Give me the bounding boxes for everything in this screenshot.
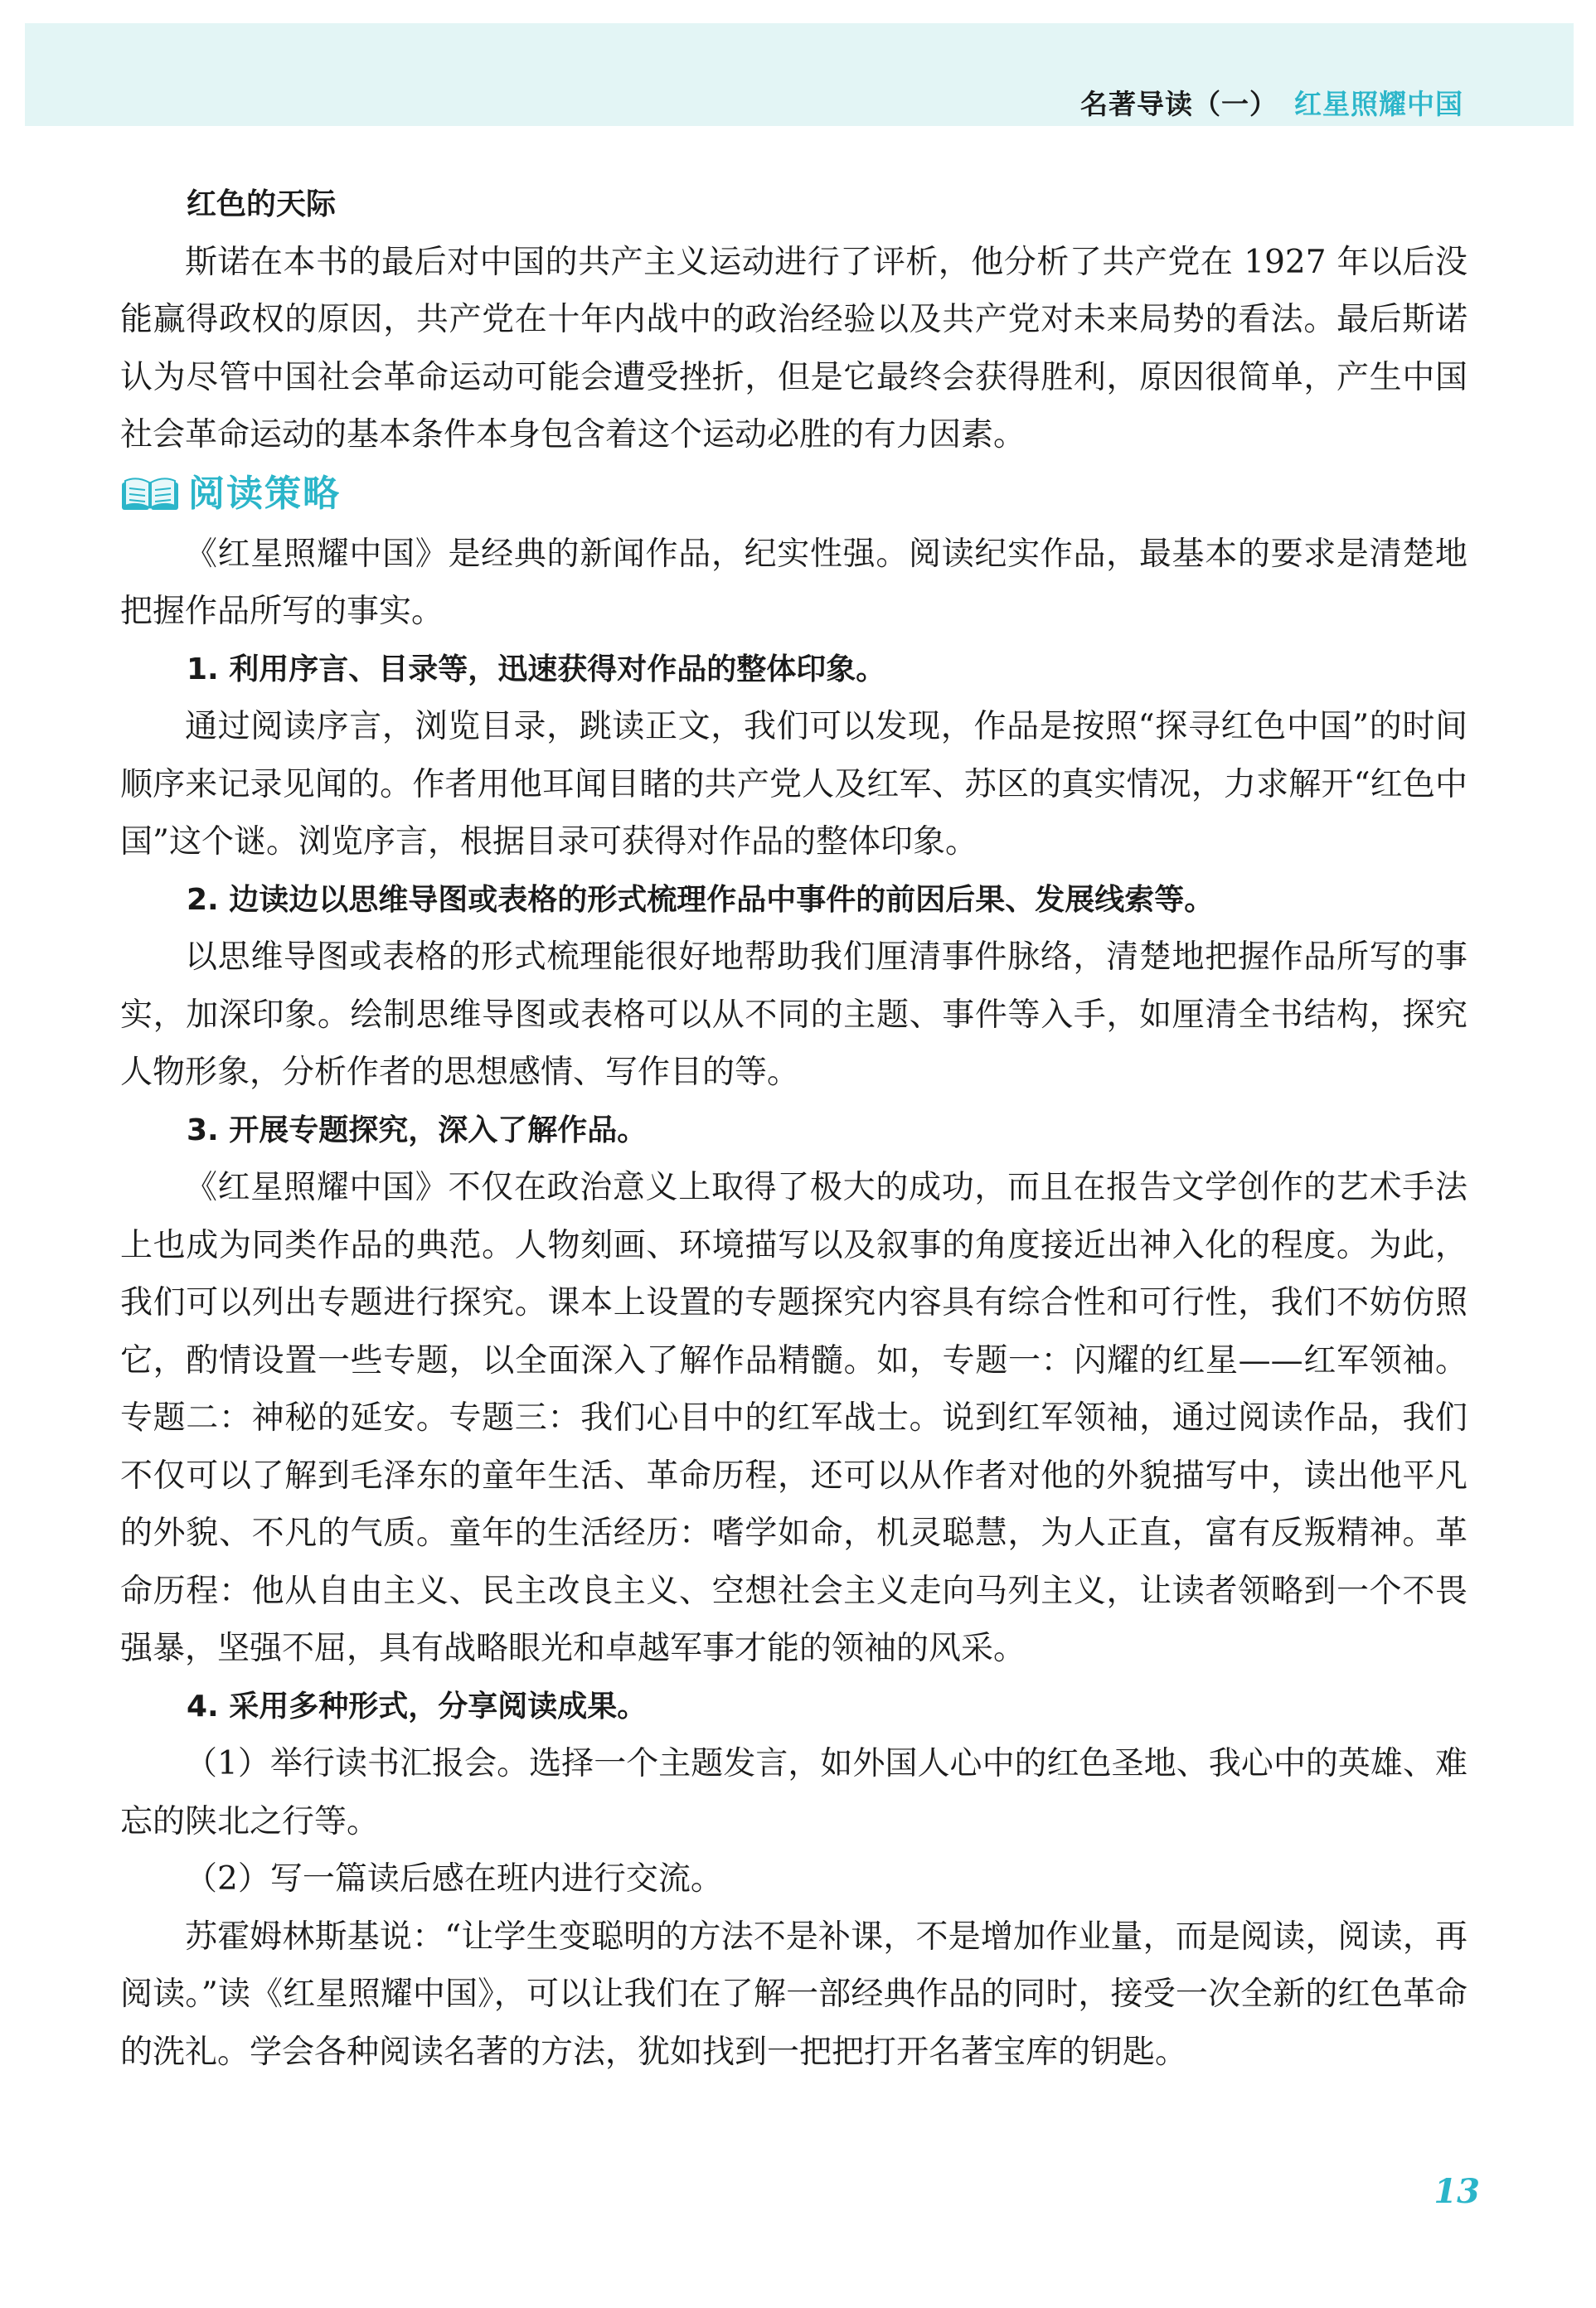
header-book-title: 红星照耀中国	[1294, 88, 1463, 120]
strategy-heading-4: 4. 采用多种形式，分享阅读成果。	[187, 1689, 648, 1724]
intro-paragraph: 斯诺在本书的最后对中国的共产主义运动进行了评析，他分析了共产党在 1927 年以后没能赢得政权的原因，共产党在十年内战中的政治经验以及共产党对未来局势的看法。最后斯诺认为尽管中国社会革命运动可能会遭受挫折，但是它最终会获得胜利，原因很简单，产生中国社会革命运动的基本条件本身包含着这个运动必胜的有力因素。	[120, 243, 1467, 453]
strategy-heading-1: 1. 利用序言、目录等，迅速获得对作品的整体印象。	[187, 652, 886, 686]
strategy-paragraph-3: 《红星照耀中国》不仅在政治意义上取得了极大的成功，而且在报告文学创作的艺术手法上也成为同类作品的典范。人物刻画、环境描写以及叙事的角度接近出神入化的程度。为此，我们可以列出专题进行探究。课本上设置的专题探究内容具有综合性和可行性，我们不妨仿照它，酌情设置一些专题，以全面深入了解作品精髓。如，专题一：闪耀的红星——红军领袖。专题二：神秘的延安。专题三：我们心目中的红军战士。说到红军领袖，通过阅读作品，我们不仅可以了解到毛泽东的童年生活、革命历程，还可以从作者对他的外貌描写中，读出他平凡的外貌、不凡的气质。童年的生活经历：嗜学如命，机灵聪慧，为人正直，富有反叛精神。革命历程：他从自由主义、民主改良主义、空想社会主义走向马列主义，让读者领略到一个不畏强暴，坚强不屈，具有战略眼光和卓越军事才能的领袖的风采。	[120, 1169, 1467, 1667]
running-header	[1080, 83, 1463, 122]
strategy-heading-3: 3. 开展专题探究，深入了解作品。	[187, 1113, 648, 1147]
strategy-paragraph-1: 通过阅读序言，浏览目录，跳读正文，我们可以发现，作品是按照“探寻红色中国”的时间顺序来记录见闻的。作者用他耳闻目睹的共产党人及红军、苏区的真实情况，力求解开“红色中国”这个谜。浏览序言，根据目录可获得对作品的整体印象。	[120, 708, 1467, 861]
page-number: 13	[1433, 2172, 1480, 2211]
header-part-label: 名著导读（一）	[1080, 88, 1278, 120]
section-heading	[120, 466, 1467, 522]
open-book-icon	[120, 474, 180, 514]
strategy-heading-2: 2. 边读边以思维导图或表格的形式梳理作品中事件的前因后果、发展线索等。	[187, 882, 1215, 917]
section-title: 阅读策略	[188, 472, 341, 515]
strategy-paragraph-4b: （2）写一篇读后感在班内进行交流。	[185, 1860, 723, 1898]
intro-subtitle: 红色的天际	[187, 187, 337, 221]
strategy-paragraph-4a: （1）举行读书汇报会。选择一个主题发言，如外国人心中的红色圣地、我心中的英雄、难忘的陕北之行等。	[120, 1745, 1467, 1840]
strategy-paragraph-4c: 苏霍姆林斯基说：“让学生变聪明的方法不是补课，不是增加作业量，而是阅读，阅读，再阅读。”读《红星照耀中国》，可以让我们在了解一部经典作品的同时，接受一次全新的红色革命的洗礼。学会各种阅读名著的方法，犹如找到一把把打开名著宝库的钥匙。	[120, 1918, 1467, 2071]
section-intro: 《红星照耀中国》是经典的新闻作品，纪实性强。阅读纪实作品，最基本的要求是清楚地把握作品所写的事实。	[120, 535, 1467, 630]
strategy-paragraph-2: 以思维导图或表格的形式梳理能很好地帮助我们厘清事件脉络，清楚地把握作品所写的事实，加深印象。绘制思维导图或表格可以从不同的主题、事件等入手，如厘清全书结构，探究人物形象，分析作者的思想感情、写作目的等。	[120, 938, 1467, 1091]
page-content	[120, 176, 1467, 2081]
